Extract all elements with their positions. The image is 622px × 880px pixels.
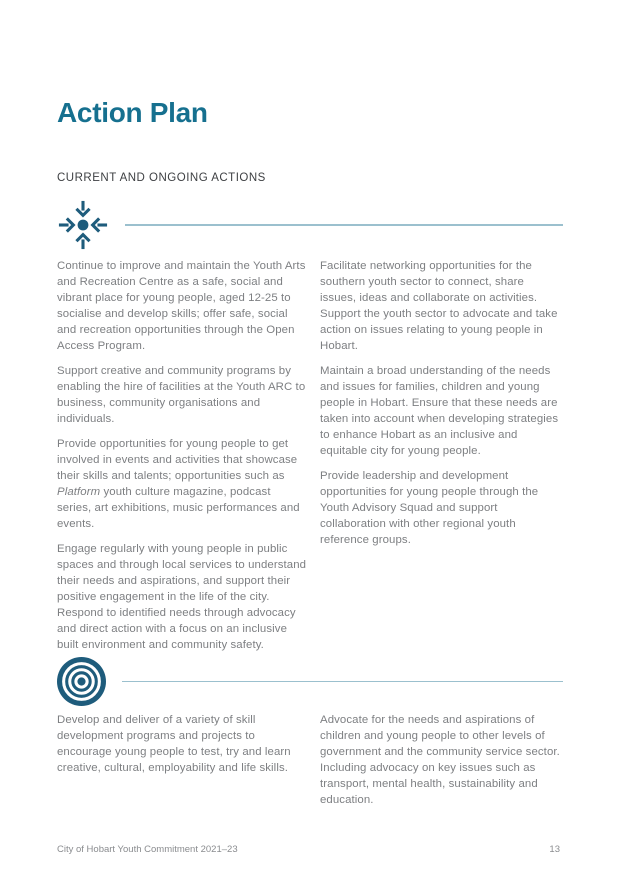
- page-title: Action Plan: [57, 97, 208, 128]
- paragraph: Maintain a broad understanding of the needs and issues for families, children and young people in Hobart. Ensure that these needs are taken into account when developing strategies to enhance Hobart as an inclusive and equitable city for young people.: [320, 365, 559, 457]
- paragraph: Facilitate networking opportunities for the southern youth sector to connect, share issues, ideas and collaborate on activities. Support the youth sector to advocate and take action on issues relating to young people in Hobart.: [320, 260, 558, 352]
- paragraph: Develop and deliver of a variety of skill development programs and projects to encourage young people to test, try and learn creative, cultural, employability and life skills.: [57, 714, 291, 774]
- paragraph: Advocate for the needs and aspirations of children and young people to other levels of government and the community service sector. Including advocacy on key issues such as transport, mental health, sustainability and education.: [320, 714, 560, 806]
- two-column-text: [57, 258, 563, 653]
- divider-line: [125, 224, 563, 226]
- concentric-circles-icon: [57, 657, 106, 706]
- paragraph: Support creative and community programs by enabling the hire of facilities at the Youth ARC to business, community organisations and individuals.: [57, 365, 306, 425]
- paragraph: Continue to improve and maintain the Youth Arts and Recreation Centre as a safe, social and vibrant place for young people, aged 12-25 to socialise and develop skills; offer safe, social and recreation opportunities through the Open Access Program.: [57, 260, 306, 352]
- footer-document-title: City of Hobart Youth Commitment 2021–23: [57, 844, 238, 855]
- right-column: [320, 258, 563, 653]
- paragraph-text: Provide opportunities for young people to get involved in events and activities that showcase their skills and talents; opportunities such as: [57, 438, 298, 482]
- paragraph: Engage regularly with young people in public spaces and through local services to understand their needs and aspirations, and support their positive engagement in the life of the city. Respond to identified needs through advocacy and direct action with a focus on an inclusive built environment and community safety.: [57, 543, 307, 651]
- paragraph: [57, 436, 308, 532]
- page-footer: [57, 844, 560, 856]
- section-heading: CURRENT AND ONGOING ACTIONS: [57, 172, 266, 184]
- footer-page-number: 13: [549, 844, 560, 855]
- left-column: [57, 258, 308, 653]
- paragraph-text: youth culture magazine, podcast series, art exhibitions, music performances and events.: [57, 486, 300, 530]
- right-column: [320, 712, 563, 808]
- divider-line: [122, 681, 563, 683]
- left-column: [57, 712, 308, 808]
- section-networking: [57, 198, 563, 653]
- section-header: [57, 657, 563, 706]
- section-skills: [57, 657, 563, 808]
- two-column-text: [57, 712, 563, 808]
- converging-arrows-icon: [57, 198, 109, 252]
- italic-text: Platform: [57, 486, 101, 498]
- paragraph: Provide leadership and development opportunities for young people through the Youth Advisory Squad and support collaboration with other regional youth reference groups.: [320, 470, 539, 546]
- section-header: [57, 198, 563, 252]
